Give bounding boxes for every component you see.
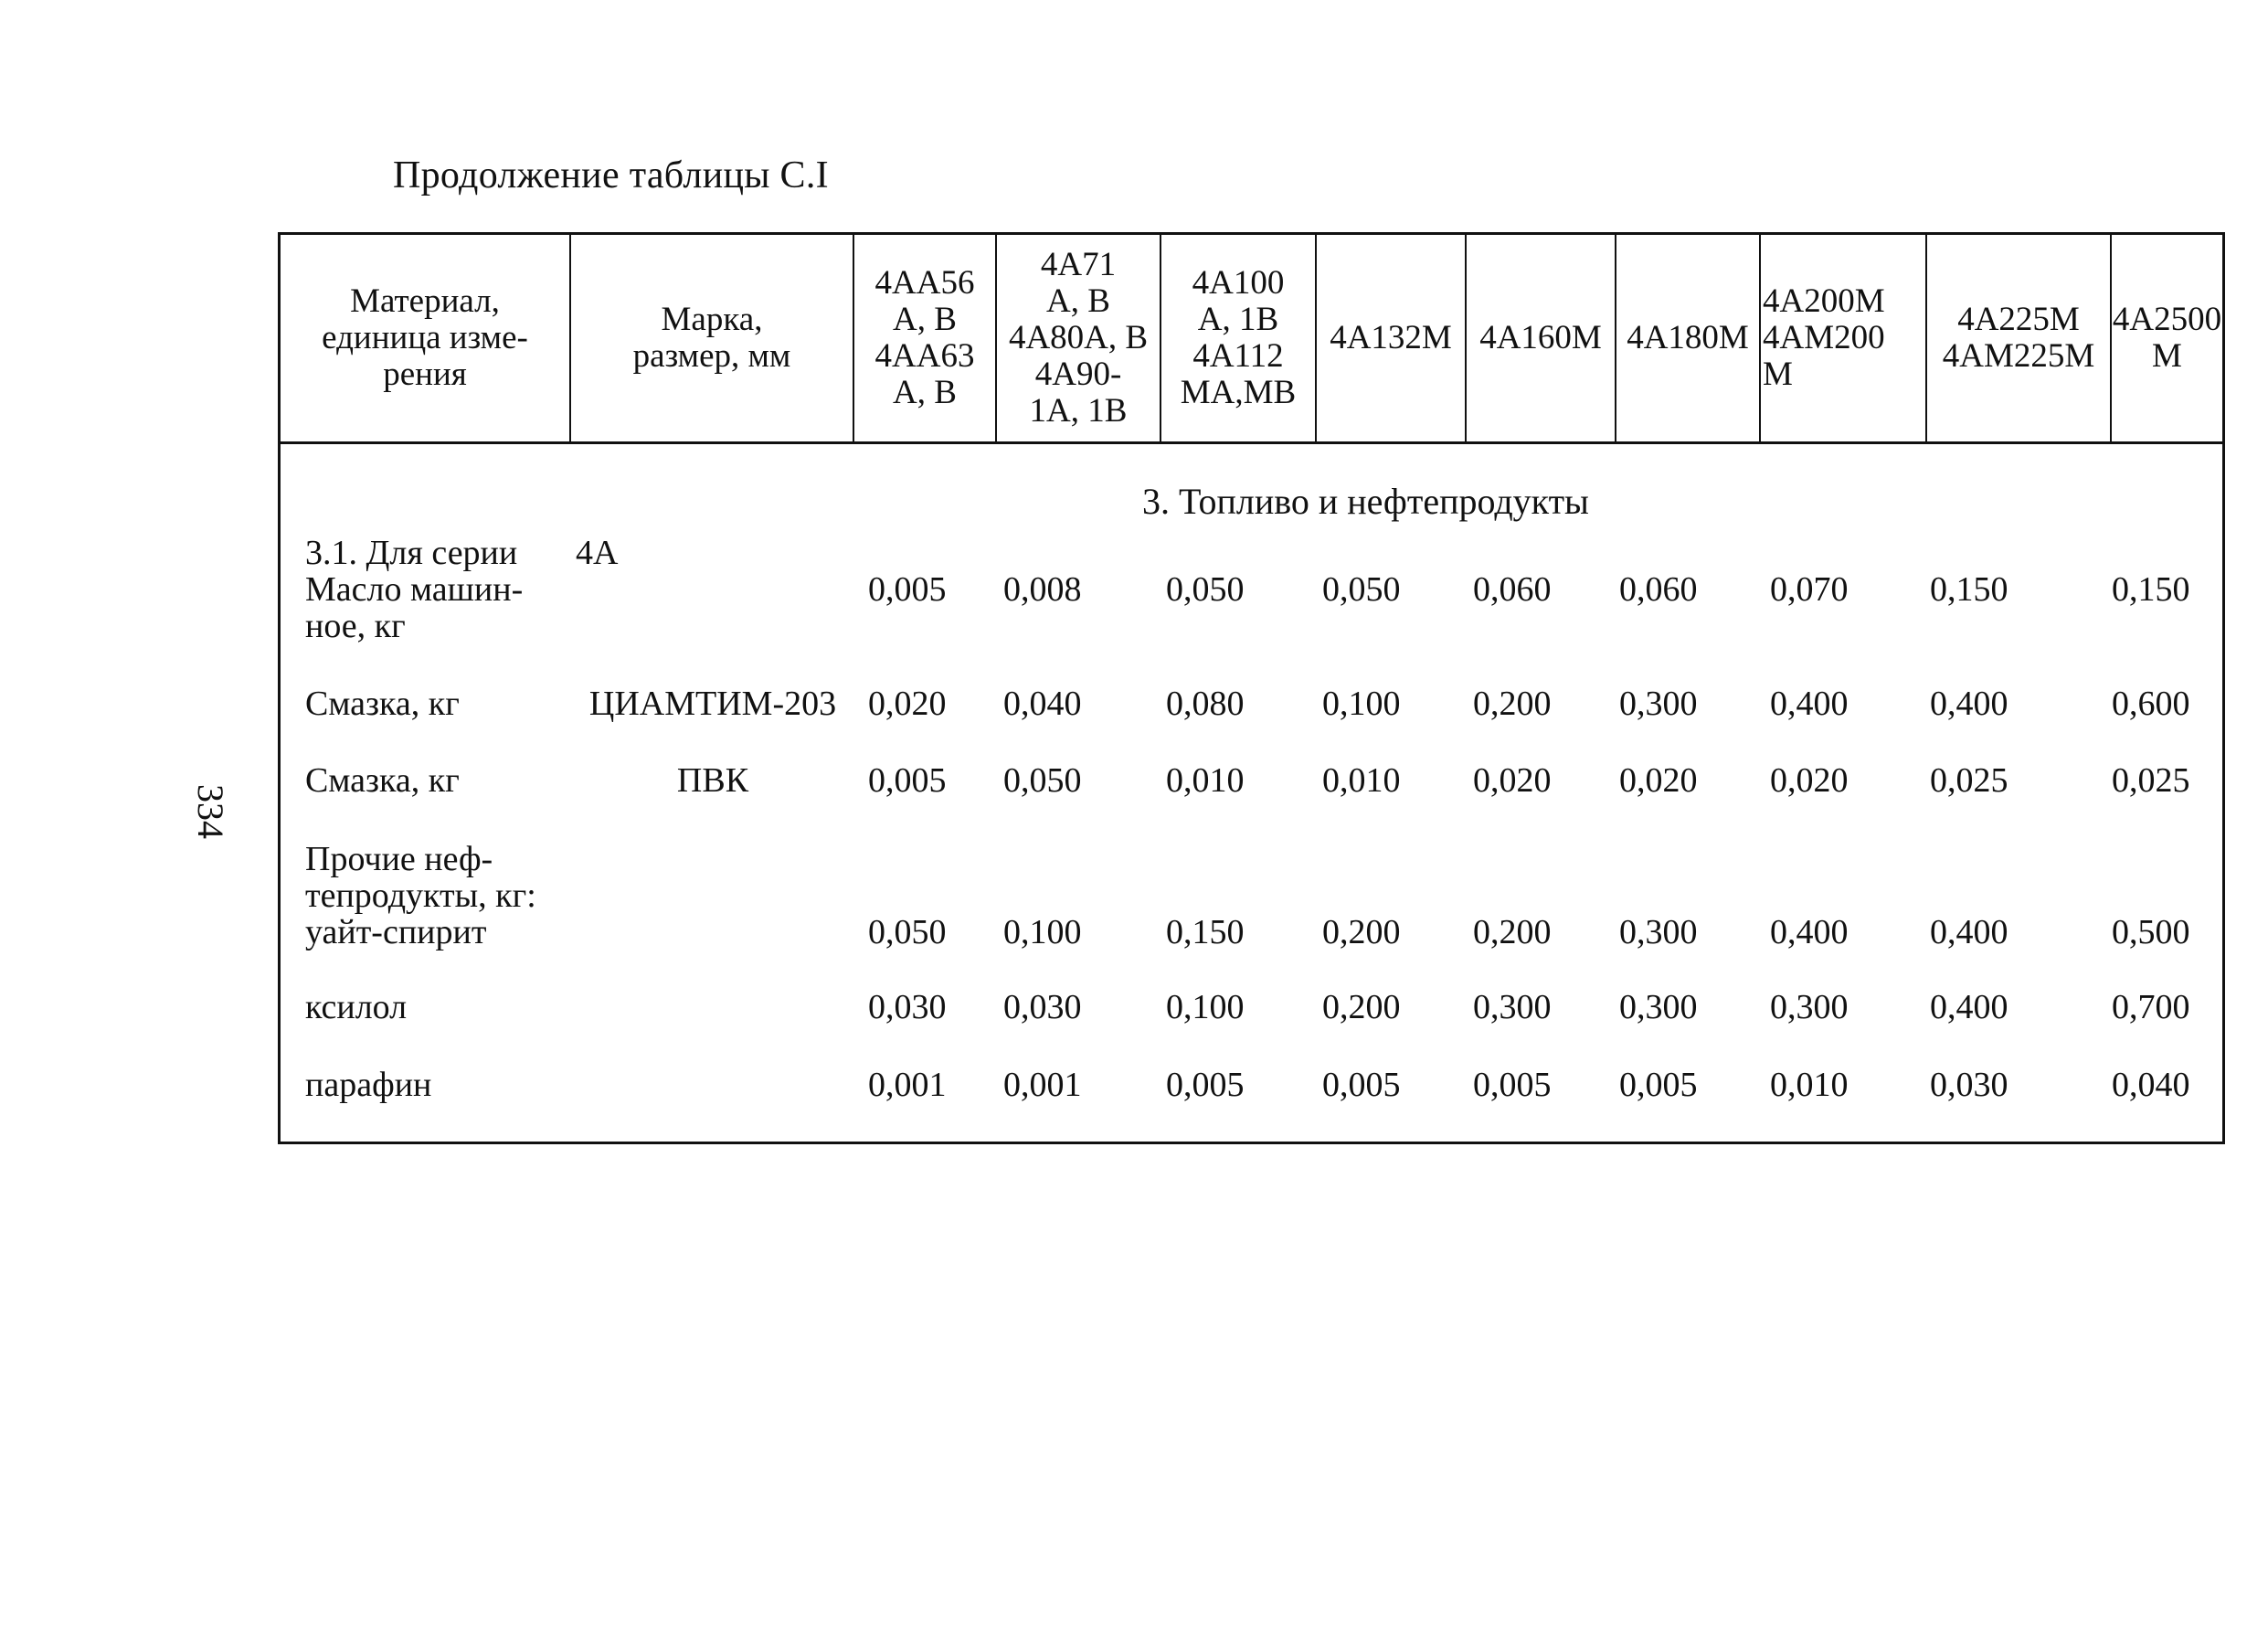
row-3-mark: ПВК [676,761,749,800]
row-3-value: 0,010 [1322,761,1401,800]
header-material: Материал, единица изме- рения [281,235,571,441]
row-5-value: 0,400 [1930,988,2008,1026]
row-2-value: 0,080 [1166,685,1245,723]
row-4-value: 0,400 [1770,913,1849,951]
row-2-mark: ЦИАМТИМ-203 [588,685,837,723]
table-caption: Продолжение таблицы С.I [393,154,829,196]
row-2-value: 0,400 [1930,685,2008,723]
row-4-value: 0,500 [2112,913,2190,951]
row-5-material: ксилол [305,988,408,1026]
row-4-value: 0,100 [1003,913,1082,951]
row-3-value: 0,050 [1003,761,1082,800]
header-col-4a132m: 4А132М [1317,235,1467,441]
row-6-value: 0,001 [1003,1066,1082,1104]
row-3-value: 0,020 [1619,761,1698,800]
row-1-value: 0,150 [1930,570,2008,609]
row-3-value: 0,025 [1930,761,2008,800]
header-col-4aa56: 4АА56 А, В 4АА63 А, В [854,235,997,441]
row-2-value: 0,020 [868,685,947,723]
row-1-value: 0,050 [1322,570,1401,609]
table-header-row [281,235,2222,444]
row-3-value: 0,025 [2112,761,2190,800]
row-3-material: Смазка, кг [305,761,460,800]
row-6-value: 0,030 [1930,1066,2008,1104]
row-1-value: 0,070 [1770,570,1849,609]
row-1-value: 0,008 [1003,570,1082,609]
row-6-value: 0,005 [1322,1066,1401,1104]
row-5-value: 0,300 [1770,988,1849,1026]
header-col-4a2500m: 4А2500 М [2112,301,2222,375]
data-table [278,232,2225,1144]
row-2-value: 0,400 [1770,685,1849,723]
row-3-value: 0,005 [868,761,947,800]
header-mark: Марка, размер, мм [571,235,854,441]
row-1-value: 0,060 [1473,570,1552,609]
header-col-4a200m: 4А200М 4АМ200 М [1761,235,1927,441]
row-1-value: 0,060 [1619,570,1698,609]
header-col-4a71: 4А71 А, В 4А80А, В 4А90- 1А, 1В [997,235,1161,441]
row-6-value: 0,001 [868,1066,947,1104]
row-4-value: 0,300 [1619,913,1698,951]
row-4-value: 0,050 [868,913,947,951]
row-4-value: 0,150 [1166,913,1245,951]
row-4-value: 0,400 [1930,913,2008,951]
row-5-value: 0,700 [2112,988,2190,1026]
row-4-material: Прочие неф- тепродукты, кг: уайт-спирит [305,840,536,951]
row-5-value: 0,030 [868,988,947,1026]
row-5-value: 0,030 [1003,988,1082,1026]
row-6-value: 0,005 [1619,1066,1698,1104]
row-3-value: 0,010 [1166,761,1245,800]
row-2-material: Смазка, кг [305,685,460,723]
row-6-value: 0,040 [2112,1066,2190,1104]
row-1-value: 0,005 [868,570,947,609]
row-1-mark: 4А [576,534,619,572]
row-2-value: 0,600 [2112,685,2190,723]
row-3-value: 0,020 [1770,761,1849,800]
row-6-value: 0,010 [1770,1066,1849,1104]
row-6-value: 0,005 [1166,1066,1245,1104]
header-col-4a100: 4А100 А, 1В 4А112 МА,МВ [1161,235,1317,441]
row-4-value: 0,200 [1322,913,1401,951]
row-6-value: 0,005 [1473,1066,1552,1104]
row-6-material: парафин [305,1066,432,1104]
header-col-4a180m: 4А180М [1616,235,1761,441]
row-1-value: 0,150 [2112,570,2190,609]
row-2-value: 0,200 [1473,685,1552,723]
row-2-value: 0,100 [1322,685,1401,723]
row-5-value: 0,300 [1619,988,1698,1026]
row-3-value: 0,020 [1473,761,1552,800]
row-4-value: 0,200 [1473,913,1552,951]
header-col-4a225m: 4А225М 4АМ225М [1927,235,2112,441]
row-5-value: 0,200 [1322,988,1401,1026]
section-title: 3. Топливо и нефтепродукты [1142,481,1589,522]
row-5-value: 0,300 [1473,988,1552,1026]
row-1-value: 0,050 [1166,570,1245,609]
page-number: 334 [190,784,231,839]
header-col-4a160m: 4А160М [1467,235,1616,441]
row-2-value: 0,300 [1619,685,1698,723]
row-1-material: 3.1. Для серии Масло машин- ное, кг [305,534,524,645]
row-5-value: 0,100 [1166,988,1245,1026]
row-2-value: 0,040 [1003,685,1082,723]
